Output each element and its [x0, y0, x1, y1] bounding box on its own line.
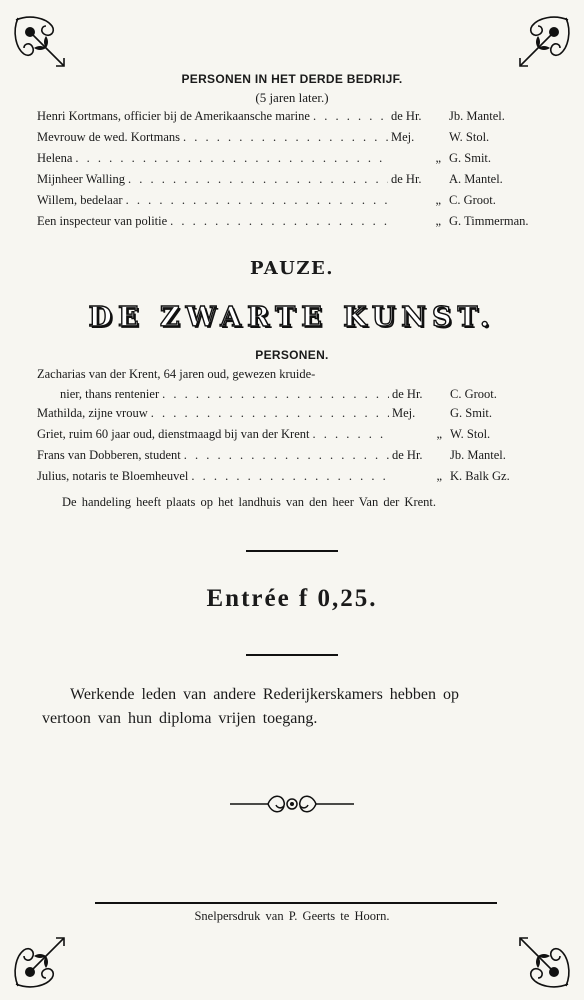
printer-credit: Snelpersdruk van P. Geerts te Hoorn.: [194, 909, 390, 923]
actor-name: W. Stol.: [450, 427, 491, 441]
cast-row: [37, 427, 520, 445]
corner-ornament-top-left: [10, 12, 72, 74]
actor-prefix: „: [435, 193, 441, 207]
actor-name: G. Smit.: [449, 151, 492, 165]
paragraph-line: vertoon van hun diploma vrijen toegang.: [42, 710, 318, 727]
actor-name: A. Mantel.: [449, 172, 503, 186]
actor-prefix: „: [435, 151, 441, 165]
cast-row: [37, 151, 542, 169]
role-name: nier, thans rentenier: [60, 387, 160, 401]
actor-name: G. Smit.: [450, 406, 493, 420]
play-title: DE ZWARTE KUNST.: [88, 302, 496, 333]
leader-dots: [75, 151, 388, 166]
corner-ornament-bottom-left: [10, 930, 72, 992]
actor-prefix: Mej.: [391, 130, 415, 144]
personen-heading: PERSONEN.: [255, 348, 329, 362]
actor-name: C. Groot.: [449, 193, 496, 207]
actor-name: Jb. Mantel.: [450, 448, 506, 462]
corner-ornament-bottom-right: [512, 930, 574, 992]
leader-dots: [184, 448, 389, 463]
cast-row: [37, 109, 542, 127]
leader-dots: [162, 387, 389, 402]
actor-name: W. Stol.: [449, 130, 490, 144]
leader-dots: [313, 109, 388, 124]
leader-dots: [128, 172, 388, 187]
leader-dots: [151, 406, 389, 421]
role-name: Julius, notaris te Bloemheuvel: [37, 469, 189, 483]
role-name: Mevrouw de wed. Kortmans: [37, 130, 181, 144]
cast-row: [37, 406, 520, 424]
entrance-fee: Entrée f 0,25.: [206, 585, 378, 612]
paragraph-line: Werkende leden van andere Rederijkerskamers hebben op: [70, 686, 459, 703]
corner-ornament-top-right: [512, 12, 574, 74]
role-name: Zacharias van der Krent, 64 jaren oud, gewezen kruide-: [37, 367, 316, 381]
setting-note: De handeling heeft plaats op het landhuis van den heer Van der Krent.: [62, 495, 436, 509]
actor-prefix: „: [436, 469, 442, 483]
role-name: Frans van Dobberen, student: [37, 448, 181, 462]
actor-name: Jb. Mantel.: [449, 109, 505, 123]
act3-subtitle: (5 jaren later.): [255, 90, 329, 105]
role-name: Helena: [37, 151, 73, 165]
role-name: Mathilda, zijne vrouw: [37, 406, 148, 420]
actor-prefix: de Hr.: [392, 448, 423, 462]
leader-dots: [126, 193, 388, 208]
footer-rule: [95, 902, 497, 904]
cast-row-first-line: [37, 367, 542, 385]
leader-dots: [170, 214, 388, 229]
flourish-ornament: [228, 792, 356, 816]
role-name: Mijnheer Walling: [37, 172, 125, 186]
actor-prefix: „: [435, 214, 441, 228]
leader-dots: [183, 130, 388, 145]
pauze-heading: PAUZE.: [249, 258, 334, 279]
actor-name: G. Timmerman.: [449, 214, 529, 228]
divider-rule: [246, 550, 338, 552]
actor-name: K. Balk Gz.: [450, 469, 510, 483]
actor-prefix: de Hr.: [391, 109, 422, 123]
leader-dots: [313, 427, 390, 442]
leader-dots: [191, 469, 389, 484]
actor-prefix: de Hr.: [391, 172, 422, 186]
actor-prefix: de Hr.: [392, 387, 423, 401]
cast-row: [37, 469, 520, 487]
actor-prefix: Mej.: [392, 406, 416, 420]
cast-row: [37, 172, 542, 190]
actor-name: C. Groot.: [450, 387, 497, 401]
cast-row: [60, 387, 520, 405]
role-name: Willem, bedelaar: [37, 193, 123, 207]
actor-prefix: „: [436, 427, 442, 441]
cast-row: [37, 130, 542, 148]
admission-paragraph: [42, 683, 552, 731]
role-name: Een inspecteur van politie: [37, 214, 168, 228]
cast-row: [37, 448, 520, 466]
role-name: Griet, ruim 60 jaar oud, dienstmaagd bij van der Krent: [37, 427, 310, 441]
cast-row: [37, 193, 542, 211]
act3-title: PERSONEN IN HET DERDE BEDRIJF.: [181, 72, 403, 86]
cast-row: [37, 214, 542, 232]
divider-rule: [246, 654, 338, 656]
role-name: Henri Kortmans, officier bij de Amerikaansche marine: [37, 109, 310, 123]
